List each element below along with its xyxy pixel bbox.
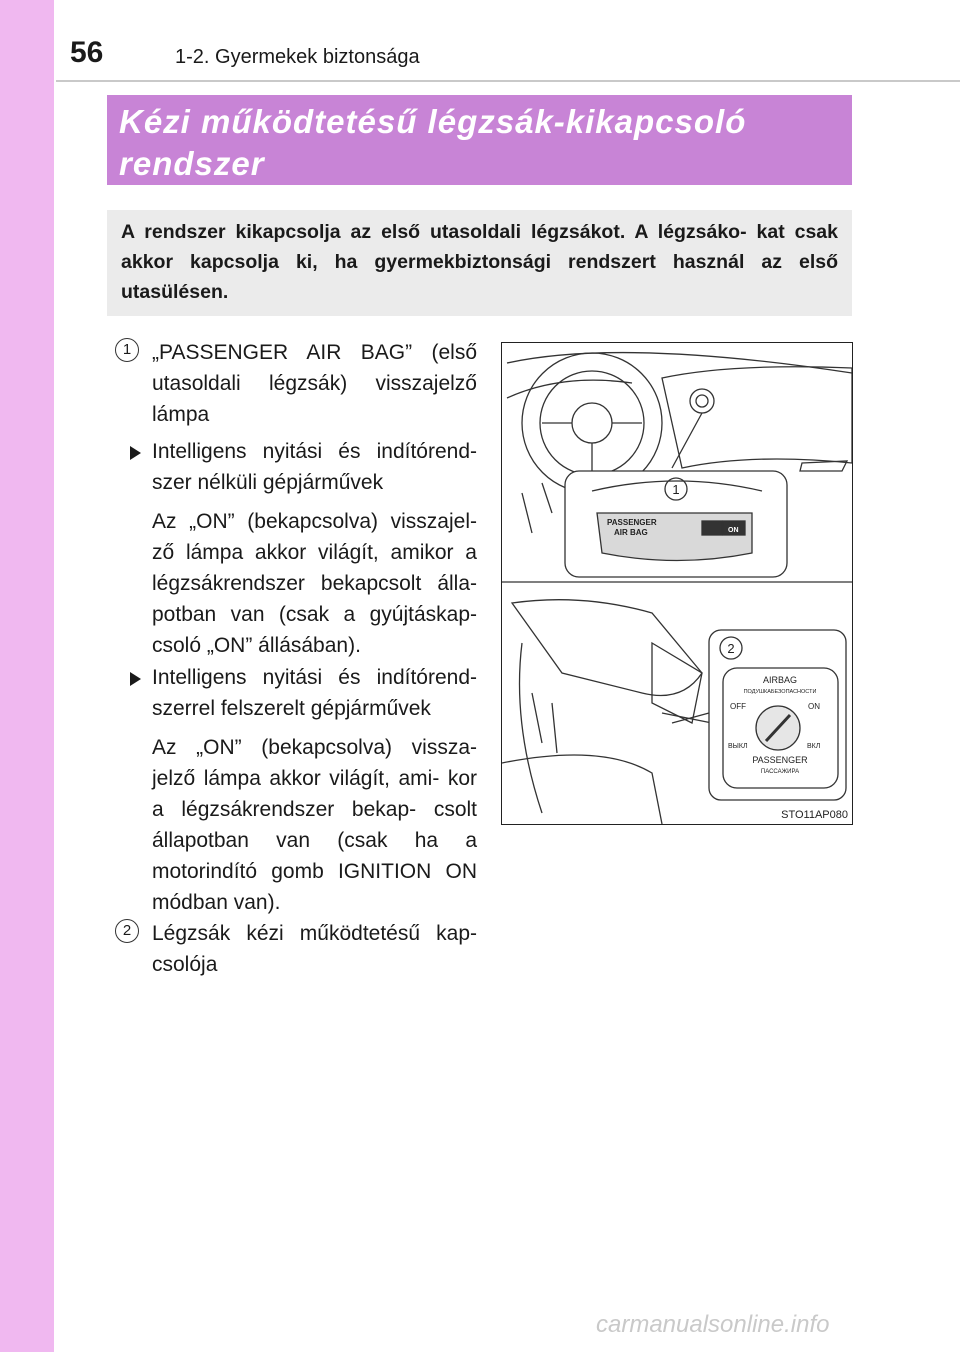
- switch-passenger-ru-label: ПАССАЖИРА: [760, 769, 800, 775]
- chapter-title: 1-2. Gyermekek biztonsága: [175, 46, 420, 68]
- sub-1-body: Az „ON” (bekapcsolva) visszajel- ző lámpa akkor világít, amikor a légzsákrendszer bekapcsolt álla- potban van (csak a gyújtáskap- csoló „ON” állásában).: [152, 510, 477, 657]
- sub-1-heading: Intelligens nyitási és indítórend- szer nélküli gépjárművek: [152, 440, 477, 494]
- callout-1-label: 1: [672, 482, 680, 497]
- callout-2-label: 2: [727, 641, 735, 656]
- switch-passenger-label: PASSENGER: [752, 755, 808, 765]
- switch-ru-top-label: ПОДУШКАБЕЗОПАСНОСТИ: [743, 689, 817, 695]
- page-number: 56: [70, 36, 104, 69]
- section-title-line1: Kézi működtetésű légzsák-kikapcsoló: [119, 103, 747, 140]
- switch-on-label: ON: [808, 702, 820, 711]
- section-title-box: [107, 95, 852, 185]
- switch-off-label: OFF: [730, 702, 746, 711]
- item-2-text: Légzsák kézi működtetésű kap- csolója: [152, 922, 477, 976]
- lamp-label-passenger: PASSENGER: [607, 518, 657, 527]
- header-divider: [56, 80, 960, 82]
- lamp-label-airbag: AIR BAG: [614, 528, 648, 537]
- bullet-arrow-icon: [130, 446, 141, 460]
- side-color-strip: [0, 0, 54, 1352]
- sub-2-body: Az „ON” (bekapcsolva) vissza- jelző lámpa akkor világít, ami- kor a légzsákrendszer bekap- csolt állapotban van (csak ha a motorindító gomb IGNITION ON módban van).: [152, 736, 477, 914]
- intro-box: [107, 210, 852, 316]
- intro-text: A rendszer kikapcsolja az első utasoldali légzsákot. A légzsáko- kat csak akkor kapcsolja ki, ha gyermekbiztonsági rendszert használ az első utasülésen.: [121, 221, 838, 303]
- dashboard-illustration: [502, 343, 852, 824]
- bullet-arrow-icon: [130, 672, 141, 686]
- illustration-figure: [501, 342, 853, 825]
- switch-airbag-label: AIRBAG: [762, 675, 798, 685]
- item-number-1: 1: [115, 338, 139, 362]
- watermark: carmanualsonline.info: [596, 1311, 830, 1338]
- switch-off-ru-label: ВЫКЛ: [728, 743, 748, 750]
- item-1-text: „PASSENGER AIR BAG” (első utasoldali légzsák) visszajelző lámpa: [152, 341, 477, 426]
- section-title-line2: rendszer: [119, 145, 265, 182]
- figure-code: STO11AP080: [781, 809, 848, 821]
- switch-on-ru-label: ВКЛ: [807, 743, 821, 750]
- item-number-2: 2: [115, 919, 139, 943]
- sub-2-heading: Intelligens nyitási és indítórend- szerrel felszerelt gépjárművek: [152, 666, 477, 720]
- lamp-on-label: ON: [728, 527, 739, 534]
